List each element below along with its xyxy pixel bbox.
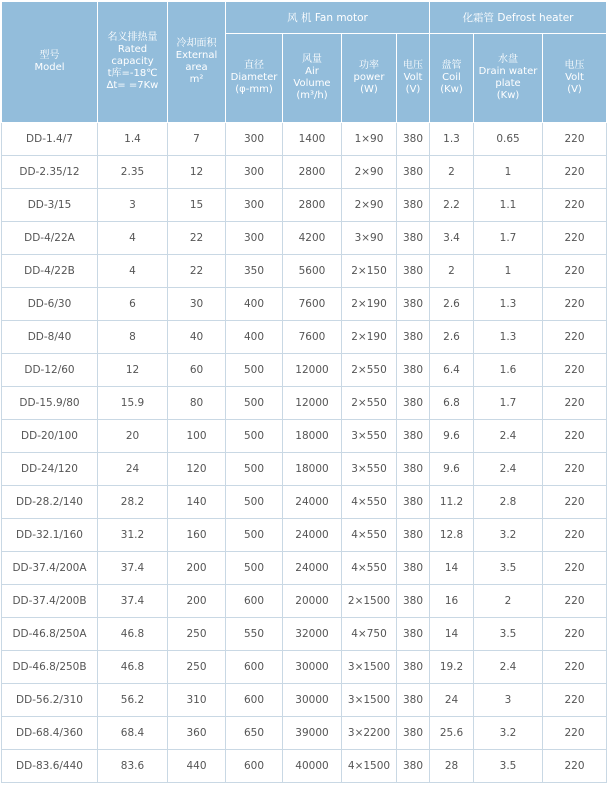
- cell-fan-air-volume: 12000: [283, 387, 342, 420]
- cell-heater-drain-plate: 3.5: [474, 618, 543, 651]
- cell-heater-volt: 220: [543, 618, 607, 651]
- cell-fan-diameter: 300: [226, 222, 283, 255]
- cell-model: DD-20/100: [2, 420, 98, 453]
- cell-heater-coil: 25.6: [430, 717, 474, 750]
- cell-heater-drain-plate: 1: [474, 255, 543, 288]
- cell-fan-air-volume: 32000: [283, 618, 342, 651]
- header-rated-capacity: 名义排热量 Rated capacity t库=-18℃ ∆t= =7Kw: [98, 2, 168, 123]
- cell-heater-drain-plate: 3.2: [474, 717, 543, 750]
- cell-heater-volt: 220: [543, 288, 607, 321]
- cell-fan-air-volume: 30000: [283, 684, 342, 717]
- cell-external-area: 160: [168, 519, 226, 552]
- table-row: [2, 189, 607, 222]
- cell-heater-coil: 14: [430, 552, 474, 585]
- cell-fan-power: 4×1500: [342, 750, 397, 783]
- table-row: [2, 585, 607, 618]
- cell-heater-drain-plate: 1.7: [474, 387, 543, 420]
- cell-rated-capacity: 4: [98, 255, 168, 288]
- cell-rated-capacity: 1.4: [98, 123, 168, 156]
- cell-model: DD-1.4/7: [2, 123, 98, 156]
- cell-fan-power: 2×150: [342, 255, 397, 288]
- cell-rated-capacity: 24: [98, 453, 168, 486]
- cell-rated-capacity: 2.35: [98, 156, 168, 189]
- cell-heater-coil: 14: [430, 618, 474, 651]
- cell-fan-diameter: 400: [226, 321, 283, 354]
- cell-fan-power: 3×1500: [342, 651, 397, 684]
- cell-fan-air-volume: 18000: [283, 453, 342, 486]
- cell-heater-volt: 220: [543, 189, 607, 222]
- table-row: [2, 651, 607, 684]
- cell-model: DD-2.35/12: [2, 156, 98, 189]
- cell-model: DD-8/40: [2, 321, 98, 354]
- cell-rated-capacity: 68.4: [98, 717, 168, 750]
- cell-fan-air-volume: 7600: [283, 321, 342, 354]
- cell-fan-volt: 380: [397, 453, 430, 486]
- cell-fan-power: 4×550: [342, 486, 397, 519]
- cell-fan-volt: 380: [397, 387, 430, 420]
- cell-rated-capacity: 20: [98, 420, 168, 453]
- cell-external-area: 15: [168, 189, 226, 222]
- cell-heater-coil: 1.3: [430, 123, 474, 156]
- table-row: [2, 453, 607, 486]
- table-row: [2, 222, 607, 255]
- cell-fan-volt: 380: [397, 684, 430, 717]
- cell-heater-coil: 19.2: [430, 651, 474, 684]
- cell-fan-diameter: 600: [226, 585, 283, 618]
- cell-rated-capacity: 8: [98, 321, 168, 354]
- cell-fan-diameter: 500: [226, 420, 283, 453]
- cell-fan-volt: 380: [397, 519, 430, 552]
- cell-heater-drain-plate: 1: [474, 156, 543, 189]
- header-model: 型号 Model: [2, 2, 98, 123]
- cell-fan-diameter: 300: [226, 189, 283, 222]
- cell-heater-coil: 9.6: [430, 420, 474, 453]
- cell-heater-volt: 220: [543, 651, 607, 684]
- table-row: [2, 684, 607, 717]
- cell-fan-diameter: 600: [226, 684, 283, 717]
- cell-heater-volt: 220: [543, 222, 607, 255]
- cell-external-area: 140: [168, 486, 226, 519]
- cell-fan-volt: 380: [397, 750, 430, 783]
- cell-external-area: 200: [168, 585, 226, 618]
- cell-heater-coil: 2: [430, 156, 474, 189]
- cell-heater-volt: 220: [543, 420, 607, 453]
- cell-rated-capacity: 37.4: [98, 552, 168, 585]
- cell-rated-capacity: 56.2: [98, 684, 168, 717]
- cell-fan-volt: 380: [397, 585, 430, 618]
- cell-fan-volt: 380: [397, 618, 430, 651]
- cell-fan-volt: 380: [397, 123, 430, 156]
- cell-external-area: 100: [168, 420, 226, 453]
- cell-fan-diameter: 500: [226, 519, 283, 552]
- header-fan-volt: 电压 Volt (V): [397, 34, 430, 123]
- cell-rated-capacity: 12: [98, 354, 168, 387]
- cell-external-area: 60: [168, 354, 226, 387]
- cell-fan-diameter: 300: [226, 156, 283, 189]
- cell-fan-air-volume: 24000: [283, 519, 342, 552]
- cell-fan-power: 2×550: [342, 354, 397, 387]
- cell-external-area: 310: [168, 684, 226, 717]
- cell-external-area: 250: [168, 618, 226, 651]
- cell-heater-volt: 220: [543, 717, 607, 750]
- cell-fan-volt: 380: [397, 354, 430, 387]
- cell-fan-diameter: 650: [226, 717, 283, 750]
- cell-fan-power: 2×190: [342, 288, 397, 321]
- cell-fan-diameter: 350: [226, 255, 283, 288]
- cell-model: DD-56.2/310: [2, 684, 98, 717]
- cell-fan-volt: 380: [397, 717, 430, 750]
- cell-model: DD-15.9/80: [2, 387, 98, 420]
- cell-fan-power: 3×550: [342, 453, 397, 486]
- cell-external-area: 120: [168, 453, 226, 486]
- cell-rated-capacity: 46.8: [98, 618, 168, 651]
- cell-fan-power: 2×90: [342, 189, 397, 222]
- cell-heater-coil: 28: [430, 750, 474, 783]
- cell-heater-coil: 2.6: [430, 321, 474, 354]
- table-body: [2, 123, 607, 783]
- cell-fan-air-volume: 12000: [283, 354, 342, 387]
- cell-fan-diameter: 550: [226, 618, 283, 651]
- cell-heater-drain-plate: 2.8: [474, 486, 543, 519]
- table-row: [2, 750, 607, 783]
- table-row: [2, 618, 607, 651]
- cell-model: DD-24/120: [2, 453, 98, 486]
- cell-model: DD-4/22B: [2, 255, 98, 288]
- cell-model: DD-4/22A: [2, 222, 98, 255]
- cell-fan-air-volume: 30000: [283, 651, 342, 684]
- cell-heater-coil: 16: [430, 585, 474, 618]
- cell-fan-volt: 380: [397, 288, 430, 321]
- cell-heater-drain-plate: 0.65: [474, 123, 543, 156]
- cell-fan-volt: 380: [397, 222, 430, 255]
- cell-heater-drain-plate: 3.5: [474, 750, 543, 783]
- cell-heater-volt: 220: [543, 354, 607, 387]
- header-fan-diameter: 直径 Diameter (φ-mm): [226, 34, 283, 123]
- cell-heater-volt: 220: [543, 453, 607, 486]
- cell-heater-volt: 220: [543, 156, 607, 189]
- cell-fan-volt: 380: [397, 321, 430, 354]
- cell-heater-drain-plate: 2.4: [474, 420, 543, 453]
- cell-fan-air-volume: 5600: [283, 255, 342, 288]
- table-row: [2, 519, 607, 552]
- cell-rated-capacity: 37.4: [98, 585, 168, 618]
- cell-external-area: 200: [168, 552, 226, 585]
- cell-heater-drain-plate: 2.4: [474, 453, 543, 486]
- cell-heater-volt: 220: [543, 387, 607, 420]
- cell-heater-coil: 2.6: [430, 288, 474, 321]
- cell-heater-volt: 220: [543, 585, 607, 618]
- cell-heater-volt: 220: [543, 123, 607, 156]
- cell-heater-drain-plate: 3: [474, 684, 543, 717]
- cell-heater-coil: 9.6: [430, 453, 474, 486]
- header-fan-power: 功率 power (W): [342, 34, 397, 123]
- cell-fan-volt: 380: [397, 189, 430, 222]
- cell-model: DD-68.4/360: [2, 717, 98, 750]
- cell-rated-capacity: 46.8: [98, 651, 168, 684]
- cell-model: DD-12/60: [2, 354, 98, 387]
- cell-fan-power: 4×750: [342, 618, 397, 651]
- cell-fan-air-volume: 18000: [283, 420, 342, 453]
- cell-heater-volt: 220: [543, 684, 607, 717]
- cell-model: DD-37.4/200B: [2, 585, 98, 618]
- cell-fan-diameter: 600: [226, 750, 283, 783]
- cell-heater-drain-plate: 2: [474, 585, 543, 618]
- cell-heater-coil: 6.8: [430, 387, 474, 420]
- cell-rated-capacity: 28.2: [98, 486, 168, 519]
- cell-fan-air-volume: 4200: [283, 222, 342, 255]
- cell-fan-air-volume: 20000: [283, 585, 342, 618]
- cell-heater-drain-plate: 3.5: [474, 552, 543, 585]
- cell-heater-drain-plate: 1.1: [474, 189, 543, 222]
- table-row: [2, 552, 607, 585]
- header-heater-volt: 电压 Volt (V): [543, 34, 607, 123]
- cell-heater-drain-plate: 1.3: [474, 288, 543, 321]
- cell-external-area: 12: [168, 156, 226, 189]
- cell-heater-drain-plate: 1.6: [474, 354, 543, 387]
- table-row: [2, 255, 607, 288]
- cell-model: DD-37.4/200A: [2, 552, 98, 585]
- cell-fan-volt: 380: [397, 651, 430, 684]
- cell-external-area: 30: [168, 288, 226, 321]
- cell-heater-coil: 12.8: [430, 519, 474, 552]
- cell-heater-volt: 220: [543, 321, 607, 354]
- cell-model: DD-83.6/440: [2, 750, 98, 783]
- spec-table: [1, 1, 607, 783]
- cell-rated-capacity: 15.9: [98, 387, 168, 420]
- cell-heater-coil: 3.4: [430, 222, 474, 255]
- cell-fan-power: 3×1500: [342, 684, 397, 717]
- cell-external-area: 80: [168, 387, 226, 420]
- header-heater-drain-plate: 水盘 Drain water plate (Kw): [474, 34, 543, 123]
- cell-fan-air-volume: 39000: [283, 717, 342, 750]
- cell-rated-capacity: 83.6: [98, 750, 168, 783]
- cell-fan-power: 3×2200: [342, 717, 397, 750]
- cell-rated-capacity: 6: [98, 288, 168, 321]
- cell-fan-air-volume: 1400: [283, 123, 342, 156]
- cell-fan-air-volume: 7600: [283, 288, 342, 321]
- cell-fan-power: 4×550: [342, 552, 397, 585]
- cell-heater-coil: 6.4: [430, 354, 474, 387]
- cell-model: DD-6/30: [2, 288, 98, 321]
- cell-fan-diameter: 500: [226, 552, 283, 585]
- cell-fan-volt: 380: [397, 486, 430, 519]
- cell-fan-air-volume: 2800: [283, 189, 342, 222]
- cell-external-area: 440: [168, 750, 226, 783]
- table-row: [2, 288, 607, 321]
- cell-heater-volt: 220: [543, 255, 607, 288]
- cell-external-area: 7: [168, 123, 226, 156]
- cell-rated-capacity: 31.2: [98, 519, 168, 552]
- cell-fan-power: 3×550: [342, 420, 397, 453]
- table-row: [2, 321, 607, 354]
- cell-fan-power: 3×90: [342, 222, 397, 255]
- cell-fan-air-volume: 24000: [283, 552, 342, 585]
- cell-heater-drain-plate: 2.4: [474, 651, 543, 684]
- cell-fan-diameter: 500: [226, 453, 283, 486]
- cell-fan-air-volume: 24000: [283, 486, 342, 519]
- cell-fan-power: 2×90: [342, 156, 397, 189]
- cell-heater-coil: 2: [430, 255, 474, 288]
- table-row: [2, 387, 607, 420]
- cell-fan-power: 2×550: [342, 387, 397, 420]
- cell-fan-volt: 380: [397, 420, 430, 453]
- table-row: [2, 123, 607, 156]
- cell-model: DD-3/15: [2, 189, 98, 222]
- table-row: [2, 354, 607, 387]
- cell-model: DD-46.8/250B: [2, 651, 98, 684]
- cell-fan-diameter: 300: [226, 123, 283, 156]
- header-defrost-heater-group: 化霜管 Defrost heater: [430, 2, 607, 34]
- cell-fan-volt: 380: [397, 156, 430, 189]
- cell-fan-volt: 380: [397, 552, 430, 585]
- cell-model: DD-28.2/140: [2, 486, 98, 519]
- cell-fan-diameter: 500: [226, 387, 283, 420]
- cell-heater-coil: 11.2: [430, 486, 474, 519]
- cell-heater-volt: 220: [543, 519, 607, 552]
- cell-fan-power: 4×550: [342, 519, 397, 552]
- cell-heater-volt: 220: [543, 750, 607, 783]
- cell-fan-diameter: 400: [226, 288, 283, 321]
- cell-heater-volt: 220: [543, 486, 607, 519]
- cell-fan-diameter: 600: [226, 651, 283, 684]
- cell-fan-diameter: 500: [226, 486, 283, 519]
- cell-fan-volt: 380: [397, 255, 430, 288]
- table-row: [2, 486, 607, 519]
- header-fan-air-volume: 风量 Air Volume (m³/h): [283, 34, 342, 123]
- table-row: [2, 156, 607, 189]
- cell-fan-power: 2×1500: [342, 585, 397, 618]
- cell-heater-drain-plate: 3.2: [474, 519, 543, 552]
- cell-external-area: 22: [168, 255, 226, 288]
- table-row: [2, 420, 607, 453]
- header-external-area: 冷却面积 External area m²: [168, 2, 226, 123]
- cell-fan-power: 2×190: [342, 321, 397, 354]
- cell-model: DD-32.1/160: [2, 519, 98, 552]
- header-heater-coil: 盘管 Coil (Kw): [430, 34, 474, 123]
- cell-model: DD-46.8/250A: [2, 618, 98, 651]
- cell-heater-coil: 2.2: [430, 189, 474, 222]
- cell-heater-drain-plate: 1.7: [474, 222, 543, 255]
- cell-heater-volt: 220: [543, 552, 607, 585]
- cell-external-area: 250: [168, 651, 226, 684]
- cell-heater-coil: 24: [430, 684, 474, 717]
- cell-rated-capacity: 3: [98, 189, 168, 222]
- cell-external-area: 360: [168, 717, 226, 750]
- cell-external-area: 22: [168, 222, 226, 255]
- cell-fan-power: 1×90: [342, 123, 397, 156]
- cell-fan-diameter: 500: [226, 354, 283, 387]
- table-row: [2, 717, 607, 750]
- cell-external-area: 40: [168, 321, 226, 354]
- cell-fan-air-volume: 40000: [283, 750, 342, 783]
- header-fan-motor-group: 风 机 Fan motor: [226, 2, 430, 34]
- cell-fan-air-volume: 2800: [283, 156, 342, 189]
- cell-rated-capacity: 4: [98, 222, 168, 255]
- cell-heater-drain-plate: 1.3: [474, 321, 543, 354]
